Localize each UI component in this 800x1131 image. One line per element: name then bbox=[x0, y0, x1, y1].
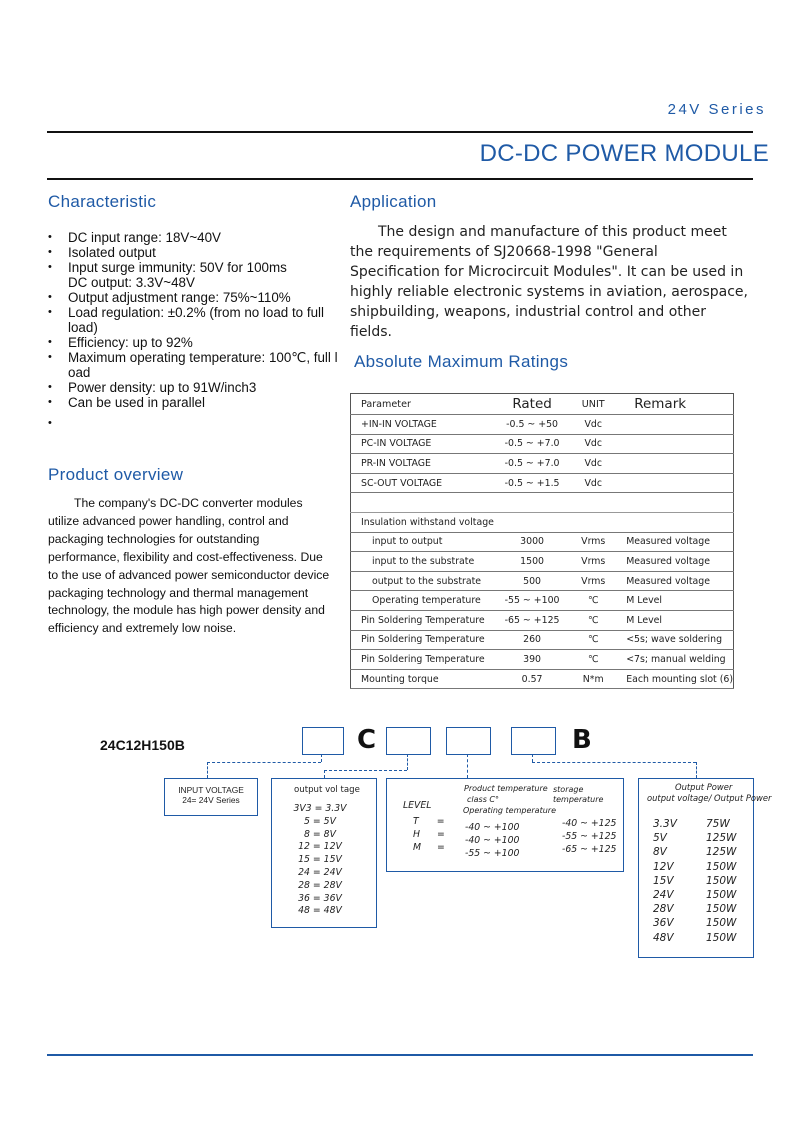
pn-slot-output-voltage bbox=[386, 727, 431, 755]
list-item: 3V3 = 3.3V bbox=[293, 803, 347, 814]
list-item: 3.3V bbox=[653, 818, 677, 830]
list-item: 24 = 24V bbox=[298, 866, 342, 878]
list-item: 125W bbox=[706, 846, 737, 859]
input-voltage-line: 24= 24V Series bbox=[182, 795, 240, 805]
list-item: 150W bbox=[706, 917, 737, 930]
list-item: 28V bbox=[653, 903, 674, 916]
connector-line bbox=[321, 754, 322, 762]
list-item: 150W bbox=[706, 931, 737, 944]
operating-temp-label: Operating temperature bbox=[463, 806, 556, 815]
list-item: • Output adjustment range: 75%~110% bbox=[48, 290, 291, 305]
list-item: M = bbox=[413, 841, 445, 853]
table-row: PR-IN VOLTAGE -0.5 ~ +7.0 Vdc bbox=[351, 454, 734, 474]
characteristic-list bbox=[48, 230, 348, 430]
list-item: 5 = 5V bbox=[304, 815, 336, 827]
list-item: -40 ~ +100 bbox=[465, 834, 520, 846]
list-item: H = bbox=[413, 828, 445, 840]
table-row: PC-IN VOLTAGE -0.5 ~ +7.0 Vdc bbox=[351, 434, 734, 454]
column-header: UNIT bbox=[570, 394, 616, 415]
table-row-spacer bbox=[351, 493, 734, 513]
output-power-subtitle: output voltage/ Output Power bbox=[647, 793, 772, 803]
list-item: • Load regulation: ±0.2% (from no load to full load) bbox=[48, 305, 324, 335]
pn-slot-input-voltage bbox=[302, 727, 344, 755]
ratings-heading: Absolute Maximum Ratings bbox=[354, 352, 569, 371]
output-voltage-title: output vol tage bbox=[294, 785, 360, 795]
characteristic-heading: Characteristic bbox=[48, 192, 157, 211]
bullet-icon: • bbox=[48, 336, 52, 348]
application-text: The design and manufacture of this product meet the requirements of SJ20668-1998 "General Specification for Microcircuit Modules". It can be used in highly reliable electronic systems in aviation, aerospace, shipbuilding, weapons, industrial control and other fields. bbox=[350, 224, 748, 340]
overview-text: The company's DC-DC converter modules utilize advanced power handling, control and packaging technologies for outstanding performance, flexibility and cost-effectiveness. Due to the use of advanced power semiconductor device packaging technology and thermal management technology, the module has high power density and efficiency and extremely low noise. bbox=[48, 496, 330, 636]
list-item: 28 = 28V bbox=[298, 879, 342, 891]
storage-temp-label: storage temperature bbox=[553, 785, 604, 804]
ratings-table bbox=[350, 393, 734, 689]
list-item: • DC input range: 18V~40V bbox=[48, 230, 221, 245]
column-header: Rated bbox=[494, 394, 570, 415]
column-header: Remark bbox=[616, 394, 733, 415]
connector-line bbox=[467, 754, 468, 778]
table-row: Mounting torque 0.57 N*m Each mounting slot (6) bbox=[351, 669, 734, 689]
output-voltage-list bbox=[272, 803, 368, 918]
list-item: 12 = 12V bbox=[298, 841, 342, 853]
pn-slot-output-power bbox=[511, 727, 556, 755]
part-number-example: 24C12H150B bbox=[100, 737, 185, 753]
output-power-column bbox=[706, 817, 736, 945]
pn-letter-c: C bbox=[357, 725, 377, 755]
table-row: Operating temperature -55 ~ +100 ℃ M Level bbox=[351, 591, 734, 611]
list-item: • Can be used in parallel bbox=[48, 395, 205, 410]
input-voltage-title: INPUT VOLTAGE bbox=[178, 785, 244, 795]
header-divider bbox=[47, 131, 753, 133]
bullet-icon: • bbox=[48, 231, 52, 243]
output-power-box bbox=[638, 778, 772, 958]
temp-class-label: class C° bbox=[467, 795, 499, 804]
list-item: 12V bbox=[653, 860, 674, 873]
overview-heading: Product overview bbox=[48, 465, 184, 484]
table-row: Pin Soldering Temperature -65 ~ +125 ℃ M Level bbox=[351, 610, 734, 630]
temperature-box bbox=[386, 778, 624, 872]
output-power-title: Output Power bbox=[675, 782, 733, 792]
list-item: -55 ~ +100 bbox=[465, 847, 520, 859]
title-divider bbox=[47, 178, 753, 180]
connector-line bbox=[696, 762, 697, 778]
input-voltage-box bbox=[164, 778, 258, 816]
table-row: input to the substrate 1500 Vrms Measured voltage bbox=[351, 552, 734, 572]
page-title: DC-DC POWER MODULE bbox=[479, 140, 769, 167]
series-label: 24V Series bbox=[667, 101, 766, 118]
footer-divider bbox=[47, 1054, 753, 1056]
list-item: 15V bbox=[653, 874, 674, 887]
list-item: 75W bbox=[706, 818, 730, 830]
list-item: 36 = 36V bbox=[298, 892, 342, 904]
list-item: 125W bbox=[706, 832, 737, 845]
bullet-icon: • bbox=[48, 246, 52, 258]
level-label: LEVEL bbox=[403, 800, 432, 811]
list-item: 24V bbox=[653, 889, 674, 902]
table-row: +IN-IN VOLTAGE -0.5 ~ +50 Vdc bbox=[351, 415, 734, 435]
bullet-icon: • bbox=[48, 306, 52, 318]
table-header-row bbox=[351, 394, 734, 415]
list-item: • Input surge immunity: 50V for 100ms bbox=[48, 260, 287, 275]
list-item: 150W bbox=[706, 874, 737, 887]
table-row: Pin Soldering Temperature 390 ℃ <7s; manual welding bbox=[351, 650, 734, 670]
table-row: Pin Soldering Temperature 260 ℃ <5s; wave soldering bbox=[351, 630, 734, 650]
list-item: 150W bbox=[706, 903, 737, 916]
output-voltage-box bbox=[271, 778, 377, 928]
list-item: -40 ~ +125 bbox=[562, 818, 617, 829]
connector-line bbox=[324, 770, 407, 771]
list-item: 5V bbox=[653, 832, 667, 845]
list-item: • Efficiency: up to 92% bbox=[48, 335, 193, 350]
list-item: 8 = 8V bbox=[304, 828, 336, 840]
table-row: SC-OUT VOLTAGE -0.5 ~ +1.5 Vdc bbox=[351, 473, 734, 493]
table-row: Insulation withstand voltage bbox=[351, 512, 734, 532]
list-item: 150W bbox=[706, 889, 737, 902]
bullet-icon: • bbox=[48, 351, 52, 363]
list-item: T = bbox=[413, 816, 445, 827]
storage-temp-values bbox=[562, 818, 616, 856]
list-item: 36V bbox=[653, 917, 674, 930]
list-item: • Isolated output bbox=[48, 245, 156, 260]
list-item-empty bbox=[48, 410, 348, 430]
list-item: DC output: 3.3V~48V bbox=[68, 275, 195, 290]
table-row: input to output 3000 Vrms Measured voltage bbox=[351, 532, 734, 552]
list-item: 48V bbox=[653, 931, 674, 944]
list-item: 8V bbox=[653, 846, 667, 859]
bullet-icon: • bbox=[48, 291, 52, 303]
list-item: 48 = 48V bbox=[298, 905, 342, 917]
pn-letter-b: B bbox=[572, 725, 592, 755]
list-item: • Power density: up to 91W/inch3 bbox=[48, 380, 257, 395]
bullet-icon: • bbox=[48, 381, 52, 393]
connector-line bbox=[207, 762, 321, 763]
bullet-icon: • bbox=[48, 396, 52, 408]
pn-slot-temperature bbox=[446, 727, 491, 755]
operating-temp-values bbox=[465, 822, 519, 860]
bullet-icon: • bbox=[48, 261, 52, 273]
product-temp-label: Product temperature bbox=[464, 784, 548, 793]
column-header: Parameter bbox=[351, 394, 494, 415]
list-item: • Maximum operating temperature: 100℃, full l oad bbox=[48, 350, 338, 380]
connector-line bbox=[324, 770, 325, 778]
list-item: 150W bbox=[706, 860, 737, 873]
connector-line bbox=[407, 754, 408, 770]
list-item: 15 = 15V bbox=[298, 854, 342, 866]
list-item: -65 ~ +125 bbox=[562, 843, 617, 855]
table-row: output to the substrate 500 Vrms Measured voltage bbox=[351, 571, 734, 591]
connector-line bbox=[532, 754, 533, 762]
connector-line bbox=[532, 762, 696, 763]
application-heading: Application bbox=[350, 192, 437, 211]
connector-line bbox=[207, 762, 208, 778]
bullet-icon: • bbox=[48, 417, 52, 429]
temperature-codes bbox=[413, 816, 445, 854]
list-item: -55 ~ +125 bbox=[562, 830, 617, 842]
output-voltage-column bbox=[653, 817, 677, 945]
list-item: -40 ~ +100 bbox=[465, 822, 520, 833]
